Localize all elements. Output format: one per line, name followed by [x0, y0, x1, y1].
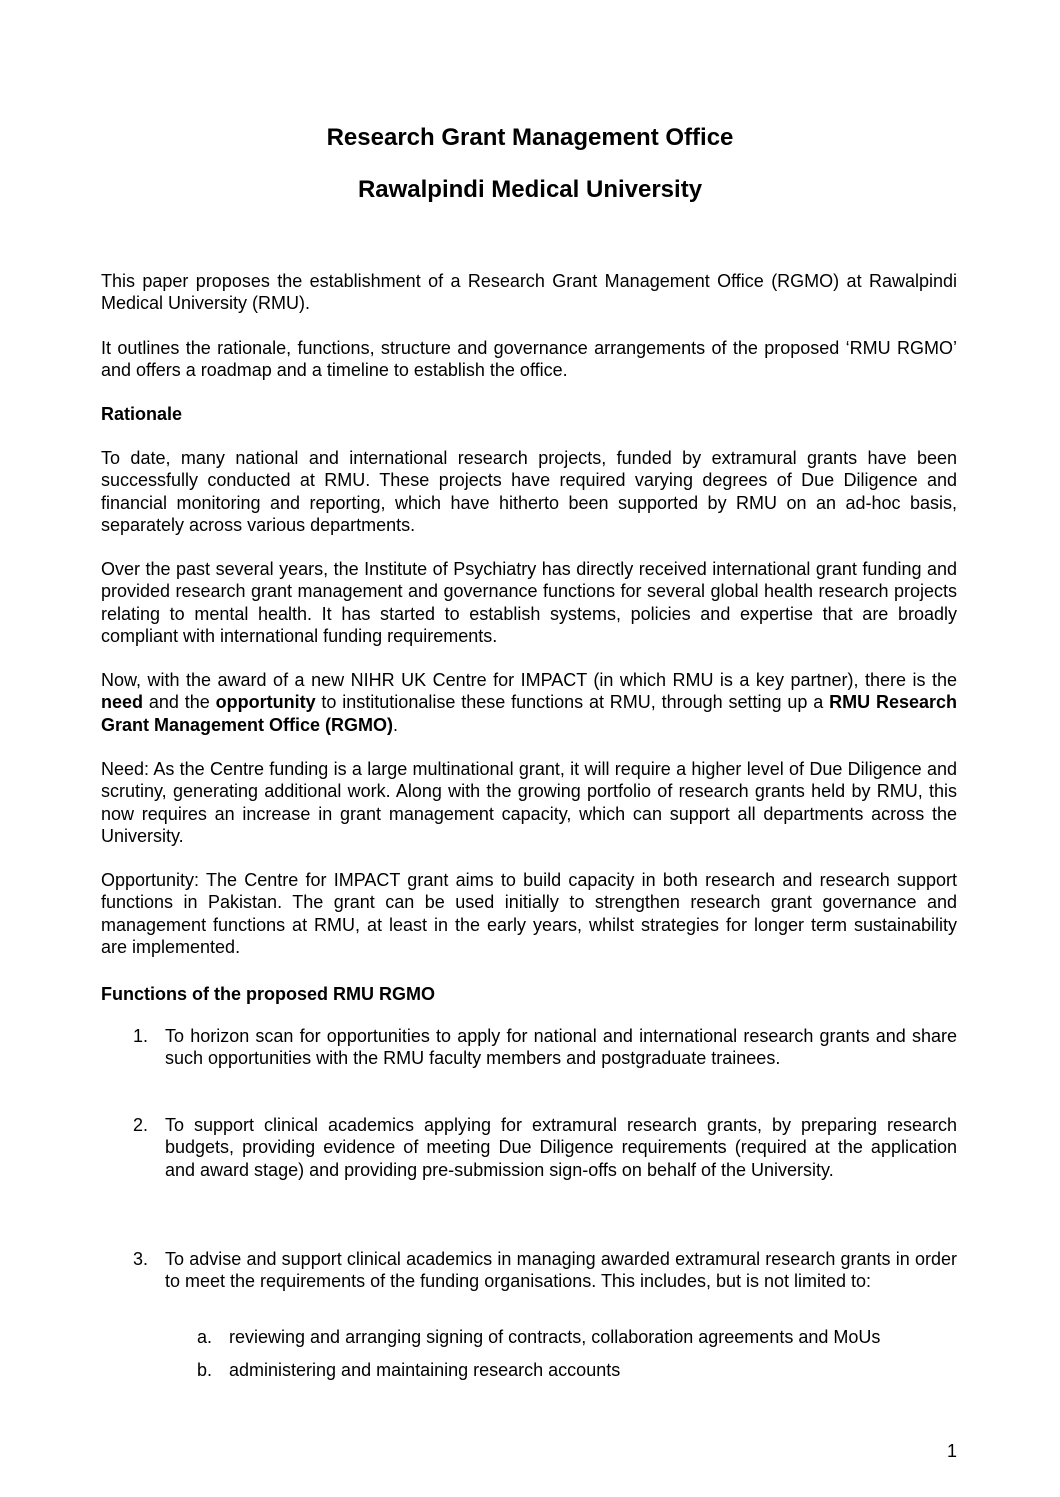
- sub-list-letter-a: a.: [197, 1327, 213, 1347]
- functions-heading: Functions of the proposed RMU RGMO: [101, 984, 435, 1004]
- opportunity-paragraph: Opportunity: The Centre for IMPACT grant aims to build capacity in both research and research support functions in Pakistan. The grant can be used initially to strengthen research grant governance and management functions at RMU, at least in the early years, whilst strategies for longer term sustainability are implemented.: [101, 870, 957, 957]
- paragraph-3-text-4: .: [393, 714, 399, 735]
- list-number-2: 2.: [133, 1115, 149, 1135]
- rgmo-emphasis: RMU Research Grant Management Office (RGMO): [101, 692, 958, 735]
- function-item-1: To horizon scan for opportunities to apply for national and international research grants and share such opportunities with the RMU faculty members and postgraduate trainees.: [165, 1026, 957, 1069]
- list-number-1: 1.: [133, 1026, 149, 1046]
- list-number-3: 3.: [133, 1249, 149, 1269]
- paragraph-3-text-3: to institutionalise these functions at RMU, through setting up a: [315, 692, 830, 713]
- intro-paragraph-1: This paper proposes the establishment of a Research Grant Management Office (RGMO) at Rawalpindi Medical University (RMU).: [101, 271, 957, 314]
- document-subtitle: Rawalpindi Medical University: [357, 176, 703, 203]
- need-emphasis: need: [101, 692, 144, 713]
- rationale-paragraph-2: Over the past several years, the Institute of Psychiatry has directly received international grant funding and provided research grant management and governance functions for several global health research projects relating to mental health. It has started to establish systems, policies and expertise that are broadly compliant with international funding requirements.: [101, 559, 957, 646]
- sub-list-letter-b: b.: [197, 1360, 213, 1380]
- paragraph-3-text-1: Now, with the award of a new NIHR UK Centre for IMPACT (in which RMU is a key partner), there is the: [101, 670, 957, 690]
- rationale-heading: Rationale: [101, 404, 183, 424]
- need-paragraph: Need: As the Centre funding is a large multinational grant, it will require a higher level of Due Diligence and scrutiny, generating additional work. Along with the growing portfolio of research grants held by RMU, this now requires an increase in grant management capacity, which can support all departments across the University.: [101, 759, 957, 846]
- document-title: Research Grant Management Office: [326, 124, 734, 151]
- rationale-paragraph-3: [101, 669, 957, 736]
- paragraph-3-text-2: and the: [143, 692, 216, 713]
- intro-paragraph-2: It outlines the rationale, functions, structure and governance arrangements of the proposed ‘RMU RGMO’ and offers a roadmap and a timeline to establish the office.: [101, 338, 957, 381]
- function-item-3: To advise and support clinical academics in managing awarded extramural research grants in order to meet the requirements of the funding organisations. This includes, but is not limited to:: [165, 1249, 957, 1292]
- opportunity-emphasis: opportunity: [215, 692, 316, 713]
- sub-item-b: administering and maintaining research accounts: [229, 1360, 621, 1380]
- function-item-2: To support clinical academics applying for extramural research grants, by preparing research budgets, providing evidence of meeting Due Diligence requirements (required at the application and award stage) and providing pre-submission sign-offs on behalf of the University.: [165, 1115, 957, 1180]
- page-number: 1: [946, 1441, 957, 1461]
- sub-item-a: reviewing and arranging signing of contracts, collaboration agreements and MoUs: [229, 1327, 881, 1347]
- rationale-paragraph-1: To date, many national and international research projects, funded by extramural grants have been successfully conducted at RMU. These projects have required varying degrees of Due Diligence and financial monitoring and reporting, which have hitherto been supported by RMU on an ad-hoc basis, separately across various departments.: [101, 448, 957, 535]
